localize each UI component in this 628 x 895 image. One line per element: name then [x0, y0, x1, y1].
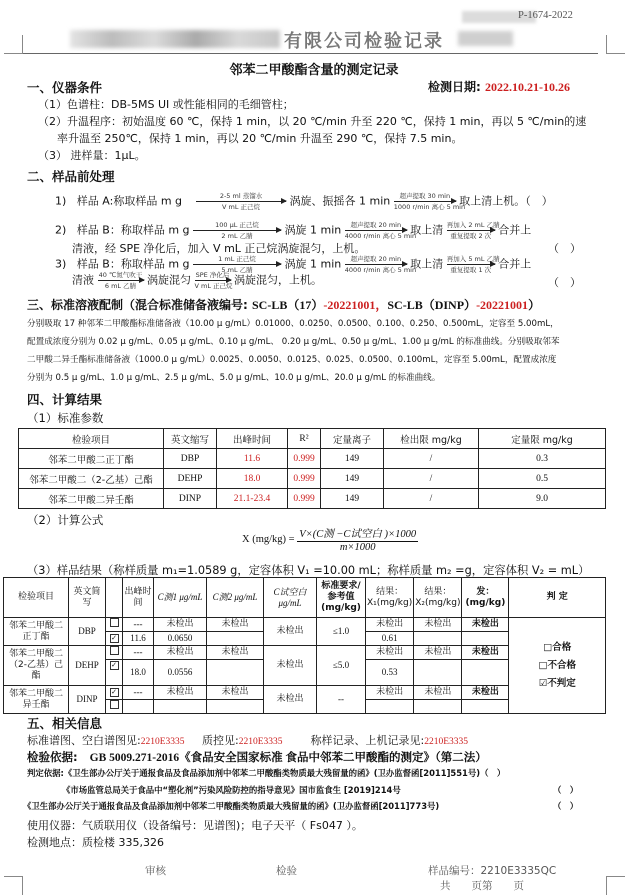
table-cell: 发：(mg/kg) — [462, 578, 509, 618]
section4-title: 四、计算结果 — [27, 392, 103, 407]
table-row — [19, 449, 606, 469]
table-cell: 未检出 — [462, 618, 509, 632]
table-cell — [414, 700, 462, 714]
table-cell — [207, 660, 264, 686]
table-cell: C测2 μg/mL — [207, 578, 264, 618]
std-prep-line-1: 分别吸取 17 种邻苯二甲酸酯标准储备液（10.00 μ g/mL）0.01000、0.0250、0.0500、0.100、0.250、0.500mL，定容至 5.00mL， — [27, 319, 559, 329]
judge-check-3[interactable]: （ ） — [553, 801, 579, 811]
margin-mark-tl — [4, 35, 23, 54]
arrow-step2-c: 再加入 2 mL 乙腈 重复提取 2 次 — [446, 221, 500, 240]
margin-mark-tr — [606, 35, 625, 54]
footer-review: 审核 — [145, 865, 166, 877]
test-date-value: 2022.10.21-10.26 — [485, 80, 570, 94]
table-cell — [414, 660, 462, 686]
table-cell: 11.6 — [123, 632, 154, 646]
redacted-company-name — [70, 30, 280, 48]
judge-check-2[interactable]: （ ） — [553, 785, 579, 795]
sub-formula: （2）计算公式 — [27, 513, 104, 527]
table-cell: 未检出 — [414, 618, 462, 632]
doc-code: P-1674-2022 — [518, 10, 573, 21]
judge-basis-2: 《市场监管总局关于食品中“塑化剂”污染风险防控的指导意见》国市监食生 [2019]214号 — [62, 785, 401, 795]
table-cell: 邻苯二甲酸二异壬酯 — [4, 686, 69, 714]
footer-inspect: 检验 — [276, 865, 297, 877]
header-rule — [22, 53, 598, 54]
table-cell: 未检出 — [154, 618, 207, 632]
table-cell: -- — [317, 686, 366, 714]
table-cell: 18.0 — [217, 469, 288, 489]
cond-3: （3） 进样量：1μL。 — [38, 149, 146, 162]
arrow-step1-a: 2-5 ml 蒸馏水 V mL 正己烷 — [196, 192, 286, 211]
pretreat-step-2: 2) 样品 B：称取样品 m g 100 μL 正己烷 2 mL 乙腈 涡旋 1 min 超声提取 20 min 4000 r/min 离心 5 min 取上清 再加入 2 mL 乙腈 重复提取 2 次 合并上 — [55, 221, 532, 240]
table-cell: 未检出 — [207, 618, 264, 632]
table-cell: DEHP — [69, 646, 106, 686]
step2-check[interactable]: （ ） — [548, 242, 581, 255]
sub-sample-results: （3）样品结果（称样质量 m₁=1.0589 g，定容体积 V₁ =10.00 mL；称样质量 m₂ =g，定容体积 V₂ = mL） — [27, 564, 590, 577]
test-date — [428, 78, 570, 95]
row-checkbox[interactable] — [106, 632, 123, 646]
table-row — [4, 618, 606, 632]
arrow-step3-b: 超声提取 20 min 4000 r/min 离心 5 min — [344, 255, 417, 274]
table-cell: 未检出 — [366, 686, 414, 700]
arrow-step2-a: 100 μL 正己烷 2 mL 乙腈 — [193, 221, 281, 240]
arrow-step3-d: 40 ℃氮气吹干 6 mL 乙腈 — [98, 271, 143, 290]
margin-mark-bl — [4, 876, 23, 895]
table-cell: 未检出 — [264, 646, 317, 686]
table-cell — [366, 700, 414, 714]
arrow-step3-e: SPE 净化后 V mL 正己烷 — [194, 271, 233, 290]
test-date-label: 检测日期: — [428, 80, 481, 94]
table-cell: 未检出 — [264, 618, 317, 646]
margin-mark-br — [606, 876, 625, 895]
table-cell: 149 — [321, 489, 384, 509]
table-cell: 0.5 — [479, 469, 606, 489]
table-cell: 未检出 — [154, 686, 207, 700]
record-title: 邻苯二甲酸酯含量的测定记录 — [229, 63, 399, 78]
formula-numerator: V×(C测 −C试空白 )×1000 — [297, 526, 418, 542]
sub-standard-params: （1）标准参数 — [27, 411, 104, 425]
table-cell: ≤5.0 — [317, 646, 366, 686]
table-cell: 未检出 — [207, 686, 264, 700]
table-cell — [462, 632, 509, 646]
table-cell: 11.6 — [217, 449, 288, 469]
table-cell — [106, 578, 123, 618]
arrow-step3-a: 1 mL 正己烷 5 mL 乙腈 — [193, 255, 281, 274]
company-record-title: 有限公司检验记录 — [284, 31, 444, 51]
table-cell: 0.0556 — [154, 660, 207, 686]
table-cell: 0.999 — [288, 449, 321, 469]
pretreat-step-2-cont: 清液，经 SPE 净化后，加入 V mL 正己烷涡旋混匀，上机。 — [72, 242, 366, 255]
table-cell: 未检出 — [414, 646, 462, 660]
table-cell — [207, 700, 264, 714]
arrow-step2-b: 超声提取 20 min 4000 r/min 离心 5 min — [344, 221, 417, 240]
table-cell: 检验项目 — [4, 578, 69, 618]
table-cell: DINP — [164, 489, 217, 509]
table-cell: 18.0 — [123, 660, 154, 686]
formula: X (mg/kg) = V×(C测 −C试空白 )×1000 m×1000 — [242, 526, 418, 553]
table-cell: 9.0 — [479, 489, 606, 509]
standard-params-table — [18, 428, 606, 509]
table-cell — [462, 700, 509, 714]
sample-results-table — [3, 577, 606, 714]
checkbox-checked-icon[interactable]: ✓ — [111, 661, 117, 669]
table-cell: 0.61 — [366, 632, 414, 646]
section1-title: 一、仪器条件 — [27, 80, 103, 95]
table-cell: 邻苯二甲酸二正丁酯 — [19, 449, 164, 469]
table-cell: 未检出 — [154, 646, 207, 660]
table-cell: C测1 μg/mL — [154, 578, 207, 618]
table-cell: 未检出 — [462, 686, 509, 700]
pretreat-step-3-cont: 清液 40 ℃氮气吹干 6 mL 乙腈 涡旋混匀 SPE 净化后 V mL 正己烷 涡旋混匀，上机。 — [72, 271, 322, 290]
verdict-cell — [509, 618, 606, 714]
row-checkbox[interactable] — [106, 646, 123, 660]
table-row — [19, 469, 606, 489]
table-cell: 未检出 — [264, 686, 317, 714]
table-cell: 0.0650 — [154, 632, 207, 646]
footer-sample-no: 样品编号：2210E3335QC — [428, 865, 557, 877]
checkbox-unchecked-icon[interactable] — [110, 646, 119, 655]
table-cell: --- — [123, 618, 154, 632]
table-cell: 未检出 — [207, 646, 264, 660]
table-cell: 判 定 — [509, 578, 606, 618]
table-cell: 结果：X₂(mg/kg) — [414, 578, 462, 618]
pretreat-step-3: 3) 样品 B：称取样品 m g 1 mL 正己烷 5 mL 乙腈 涡旋 1 min 超声提取 20 min 4000 r/min 离心 5 min 取上清 再加入 5 mL 乙腈 重复提取 1 次 合并上 — [55, 255, 532, 274]
table-cell: 0.53 — [366, 660, 414, 686]
table-cell — [123, 700, 154, 714]
table-cell: 邻苯二甲酸二（2-乙基）己酯 — [4, 646, 69, 686]
table-cell: DBP — [69, 618, 106, 646]
section3-title: 三、标准溶液配制（混合标准储备液编号: SC-LB（17）-20221001，SC-LB（DINP）-20221001） — [27, 298, 541, 312]
table-cell: 149 — [321, 449, 384, 469]
table-cell: / — [384, 449, 479, 469]
table-cell — [414, 632, 462, 646]
cond-2: （2）升温程序：初始温度 60 ℃，保持 1 min，以 20 ℃/min 升至 220 ℃，保持 1 min，再以 5 ℃/min的速 — [38, 115, 587, 128]
checkbox-checked-icon[interactable]: ✓ — [111, 688, 117, 696]
instrument-used: 使用仪器：气质联用仪（设备编号：见谱图)；电子天平（ Fs047 ）。 — [27, 819, 363, 832]
test-location: 检测地点：质检楼 335,326 — [27, 836, 164, 849]
table-cell: 未检出 — [462, 646, 509, 660]
table-row — [19, 489, 606, 509]
checkbox-unchecked-icon[interactable] — [110, 618, 119, 627]
cond-1: （1）色谱柱：DB-5MS UI 或性能相同的毛细管柱； — [38, 98, 294, 111]
verdict-pass[interactable]: □合格 — [543, 641, 572, 653]
pretreat-step-1: 1) 样品 A:称取样品 m g 2-5 ml 蒸馏水 V mL 正己烷 涡旋、振摇各 1 min 超声提取 30 min 1000 r/min 离心 5 min 取上清上机。（ ） — [55, 192, 553, 211]
row-checkbox[interactable] — [106, 618, 123, 632]
table-cell — [462, 660, 509, 686]
table-cell: 邻苯二甲酸二异壬酯 — [19, 489, 164, 509]
table-cell: 结果：X₁(mg/kg) — [366, 578, 414, 618]
table-cell: 出峰时间 — [123, 578, 154, 618]
table-cell: 0.999 — [288, 469, 321, 489]
table-cell — [207, 632, 264, 646]
cond-2b: 率升温至 250℃，保持 1 min，再以 20 ℃/min 升温至 290 ℃，保持 7.5 min。 — [57, 132, 463, 145]
row-checkbox[interactable] — [106, 700, 123, 714]
table-cell: 未检出 — [366, 646, 414, 660]
table-cell: 未检出 — [414, 686, 462, 700]
redacted-suffix — [458, 31, 513, 46]
table-cell: 0.3 — [479, 449, 606, 469]
table-cell: 149 — [321, 469, 384, 489]
table-cell: 未检出 — [366, 618, 414, 632]
section5-title: 五、相关信息 — [27, 716, 103, 731]
table-cell: 标准要求/参考值(mg/kg) — [317, 578, 366, 618]
table-cell: / — [384, 469, 479, 489]
table-cell: 21.1-23.4 — [217, 489, 288, 509]
table-header-row: 检验项目 英文缩写 出峰时间 R² 定量离子 检出限 mg/kg 定量限 mg/kg — [19, 429, 606, 449]
checkbox-checked-icon[interactable]: ✓ — [111, 634, 117, 642]
std-prep-line-3: 二甲酸二异壬酯标准储备液（1000.0 μ g/mL）0.0025、0.0050、0.0125、0.025、0.0500、0.100mL，定容至 5.00mL，配置成浓度 — [27, 355, 557, 365]
step3-check[interactable]: （ ） — [548, 276, 581, 289]
table-header-row — [4, 578, 606, 618]
section2-title: 二、样品前处理 — [27, 169, 115, 184]
table-cell — [154, 700, 207, 714]
row-checkbox[interactable] — [106, 686, 123, 700]
std-prep-line-4: 分别为 0.5 μ g/mL、1.0 μ g/mL、2.5 μ g/mL、5.0 μ g/mL、10.0 μ g/mL、20.0 μ g/mL 的标准曲线。 — [27, 373, 441, 383]
table-cell: C试空白 μg/mL — [264, 578, 317, 618]
table-cell: 英文简写 — [69, 578, 106, 618]
table-cell: ≤1.0 — [317, 618, 366, 646]
table-cell: / — [384, 489, 479, 509]
verdict-no-judgement[interactable]: ☑不判定 — [538, 677, 576, 689]
table-cell: 0.999 — [288, 489, 321, 509]
table-cell: --- — [123, 646, 154, 660]
formula-denominator: m×1000 — [339, 542, 376, 553]
table-cell: DBP — [164, 449, 217, 469]
table-cell: 邻苯二甲酸二（2-乙基）己酯 — [19, 469, 164, 489]
related-refs: 标准谱图、空白谱图见:2210E3335 质控见:2210E3335 称样记录、上机记录见:2210E3335 — [27, 734, 469, 747]
table-cell: 邻苯二甲酸二正丁酯 — [4, 618, 69, 646]
table-cell: DINP — [69, 686, 106, 714]
judge-basis-3: 《卫生部办公厅关于通报食品及食品添加剂中邻苯二甲酸酯类物质最大残留量的函》(卫办监督函[2011]773号) — [23, 801, 440, 811]
arrow-step3-c: 再加入 5 mL 乙腈 重复提取 1 次 — [446, 255, 500, 274]
footer-pages: 共 页第 页 — [440, 880, 524, 892]
judge-basis-1: 判定依据:《卫生部办公厅关于通报食品及食品添加剂中邻苯二甲酸酯类物质最大残留量的函》(卫办监督函[2011]551号)（ ） — [27, 768, 506, 778]
table-cell: DEHP — [164, 469, 217, 489]
std-prep-line-2: 配置成浓度分别为 0.02 μ g/mL、0.05 μ g/mL、0.10 μ g/mL、 0.20 μ g/mL、0.50 μ g/mL、1.00 μ g/mL 的标准曲线。分别吸取邻苯 — [27, 337, 560, 347]
test-basis: 检验依据: GB 5009.271-2016《食品安全国家标准 食品中邻苯二甲酸酯的测定》（第二法） — [27, 750, 487, 764]
checkbox-unchecked-icon[interactable] — [110, 700, 119, 709]
row-checkbox[interactable] — [106, 660, 123, 686]
table-cell: --- — [123, 686, 154, 700]
verdict-fail[interactable]: □不合格 — [538, 659, 576, 671]
arrow-step1-b: 超声提取 30 min 1000 r/min 离心 5 min — [393, 192, 466, 211]
